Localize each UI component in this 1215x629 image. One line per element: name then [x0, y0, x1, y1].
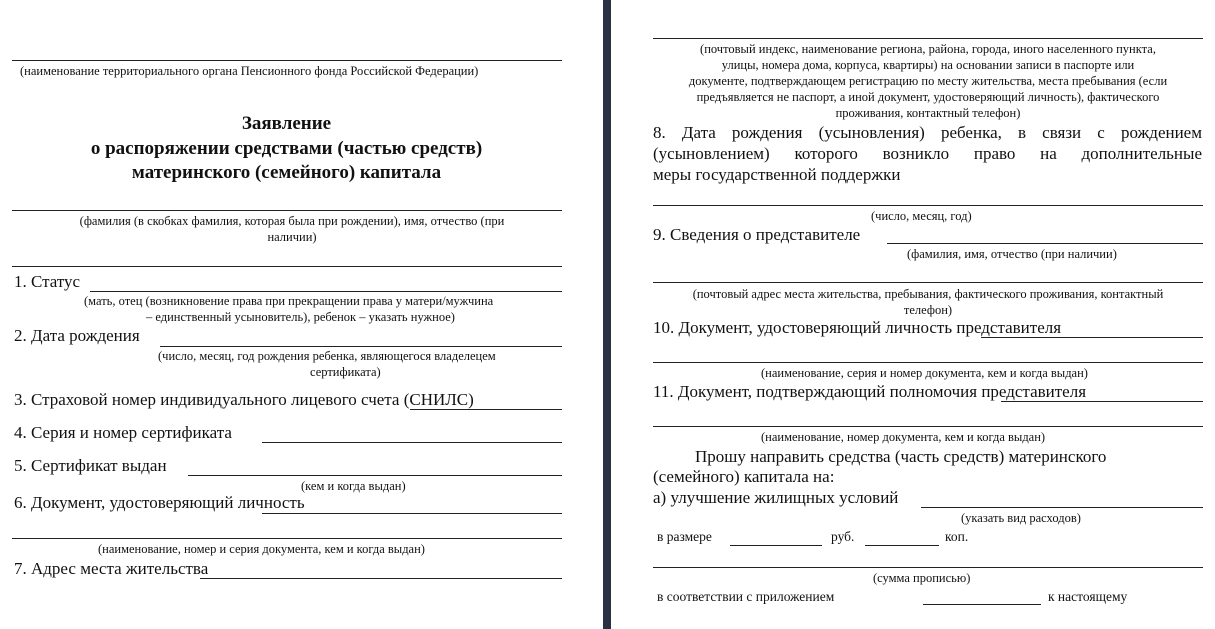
item9-caption: (фамилия, имя, отчество (при наличии) [907, 247, 1117, 261]
item7-label: 7. Адрес места жительства [14, 559, 209, 578]
item6-label: 6. Документ, удостоверяющий личность [14, 493, 305, 512]
item8-label: 8. Дата рождения (усыновления) ребенка, в связи с рождением [653, 123, 1202, 142]
amount-caption: (сумма прописью) [873, 571, 971, 585]
kop-label: коп. [945, 529, 969, 544]
applicant-name-line[interactable] [12, 210, 562, 211]
address-input-line[interactable] [200, 578, 562, 579]
representative-id-input-line[interactable] [981, 337, 1203, 338]
address-caption-line-5: проживания, контактный телефон) [835, 106, 1021, 120]
fio-caption-line-2: наличии) [267, 230, 317, 244]
form-page-left [0, 0, 603, 629]
representative-id-input-line-2[interactable] [653, 362, 1203, 363]
item1-caption: (мать, отец (возникновение права при прекращении права у матери/мужчина [84, 294, 494, 308]
status-input-line[interactable] [90, 291, 562, 292]
item10-label: 10. Документ, удостоверяющий личность представителя [653, 318, 1062, 337]
rub-label: руб. [831, 529, 855, 544]
item8-caption: (число, месяц, год) [871, 209, 972, 223]
applicant-name-line-2[interactable] [12, 266, 562, 267]
amount-label: в размере [657, 529, 712, 544]
item2-label: 2. Дата рождения [14, 326, 140, 345]
item9-caption-2-line-2: телефон) [903, 303, 953, 317]
item2-caption-line-2: сертификата) [310, 365, 381, 379]
item5-label: 5. Сертификат выдан [14, 456, 167, 475]
item8-label-line-2: (усыновлением) которого возникло право на дополнительные [653, 144, 1202, 163]
certificate-number-input-line[interactable] [262, 442, 562, 443]
fio-caption: (фамилия (в скобках фамилия, которая была при рождении), имя, отчество (при [79, 214, 505, 228]
item6-caption: (наименование, номер и серия документа, кем и когда выдан) [98, 542, 425, 556]
option-a-caption: (указать вид расходов) [961, 511, 1081, 525]
item1-label: 1. Статус [14, 272, 81, 291]
form-title-line-2: о распоряжении средствами (частью средств) [90, 138, 483, 159]
address-caption-line-4: предъявляется не паспорт, а иной документ, удостоверяющий личность), фактического [696, 90, 1160, 104]
form-title: Заявление [241, 113, 332, 134]
item11-label: 11. Документ, подтверждающий полномочия представителя [653, 382, 1087, 401]
identity-document-input-line-2[interactable] [12, 538, 562, 539]
item1-caption-line-2: – единственный усыновитель), ребенок – указать нужное) [146, 310, 455, 324]
option-a-label: а) улучшение жилищных условий [653, 488, 899, 507]
address-caption: (почтовый индекс, наименование региона, района, города, иного населенного пункта, [700, 42, 1156, 56]
child-birthdate-input-line[interactable] [653, 205, 1203, 206]
accordance-label: в соответствии с приложением [657, 589, 835, 604]
item8-label-line-3: меры государственной поддержки [653, 165, 901, 184]
request-text-line-2: (семейного) капитала на: [653, 467, 835, 486]
form-page-right [611, 0, 1215, 629]
item4-label: 4. Серия и номер сертификата [14, 423, 232, 442]
certificate-issued-input-line[interactable] [188, 475, 562, 476]
org-caption: (наименование территориального органа Пенсионного фонда Российской Федерации) [20, 64, 479, 78]
item5-caption: (кем и когда выдан) [301, 479, 406, 493]
item9-caption-2: (почтовый адрес места жительства, пребывания, фактического проживания, контактный [692, 287, 1164, 301]
attachment-input-line[interactable] [923, 604, 1041, 605]
representative-authority-input-line[interactable] [1001, 401, 1203, 402]
item10-caption: (наименование, серия и номер документа, кем и когда выдан) [761, 366, 1088, 380]
request-text: Прошу направить средства (часть средств) материнского [695, 447, 1107, 466]
snils-input-line[interactable] [410, 409, 562, 410]
item11-caption: (наименование, номер документа, кем и когда выдан) [761, 430, 1046, 444]
page-divider [603, 0, 611, 629]
address-caption-line-3: документе, подтверждающем регистрацию по месту жительства, места пребывания (если [688, 74, 1168, 88]
address-caption-line-2: улицы, номера дома, корпуса, квартиры) на основании записи в паспорте или [721, 58, 1135, 72]
expense-type-input-line[interactable] [921, 507, 1203, 508]
amount-rub-input-line[interactable] [730, 545, 822, 546]
representative-name-input-line[interactable] [887, 243, 1203, 244]
representative-authority-input-line-2[interactable] [653, 426, 1203, 427]
amount-kop-input-line[interactable] [865, 545, 939, 546]
org-name-line[interactable] [12, 60, 562, 61]
item2-caption: (число, месяц, год рождения ребенка, являющегося владелецем [158, 349, 496, 363]
address-line-top[interactable] [653, 38, 1203, 39]
item3-label: 3. Страховой номер индивидуального лицевого счета (СНИЛС) [14, 390, 474, 409]
to-present-label: к настоящему [1048, 589, 1128, 604]
amount-words-input-line[interactable] [653, 567, 1203, 568]
birthdate-input-line[interactable] [160, 346, 562, 347]
form-title-line-3: материнского (семейного) капитала [131, 162, 442, 183]
item9-label: 9. Сведения о представителе [653, 225, 861, 244]
identity-document-input-line[interactable] [262, 513, 562, 514]
representative-address-input-line[interactable] [653, 282, 1203, 283]
